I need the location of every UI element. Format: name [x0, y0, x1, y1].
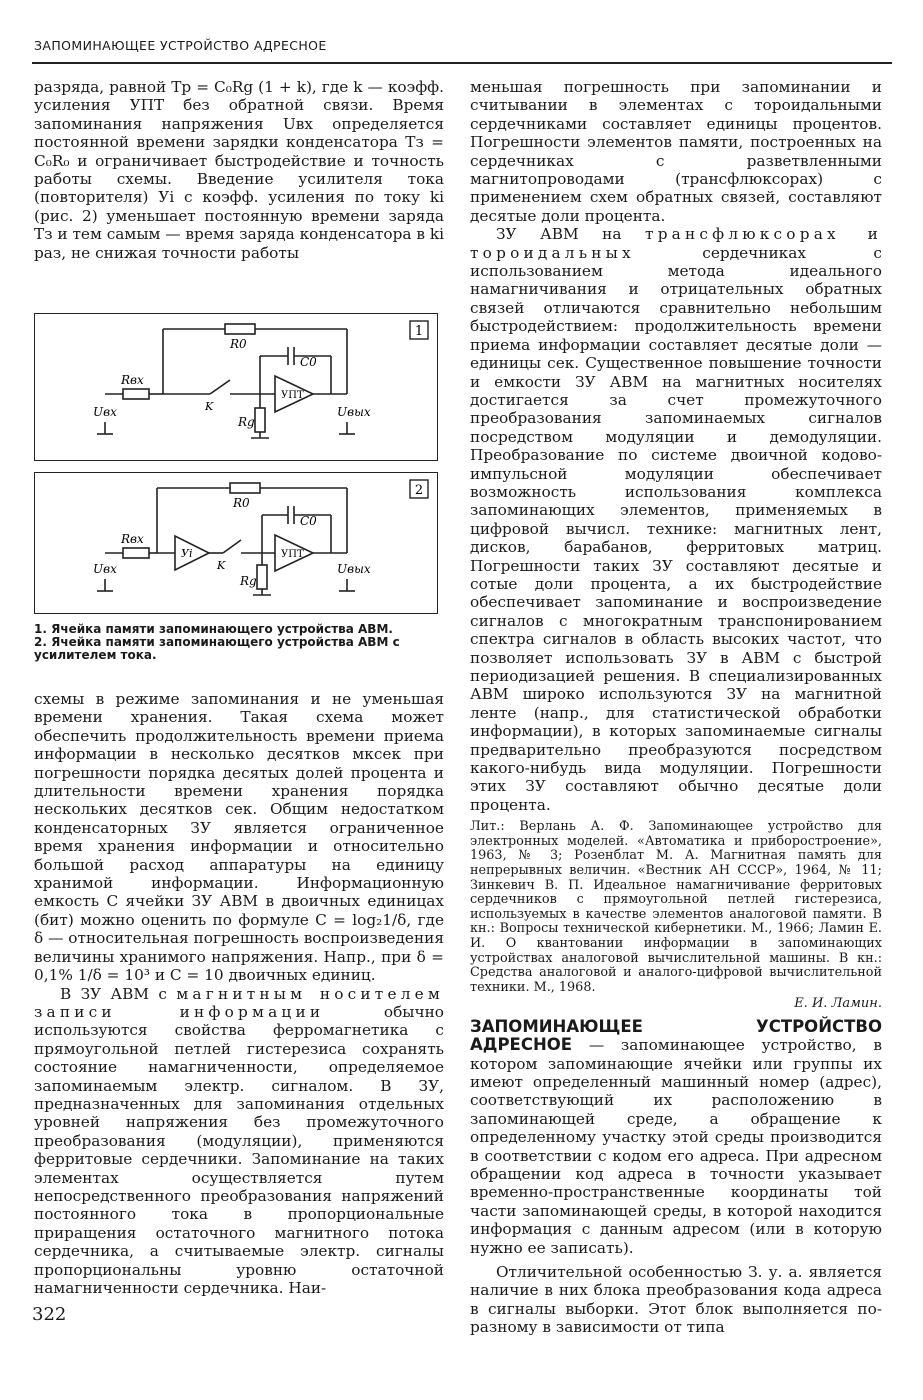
- label-uvyx: Uвых: [337, 562, 371, 576]
- left-column-bottom: [34, 690, 444, 1297]
- paragraph: [470, 225, 882, 814]
- inline-text: ЗУ АВМ на: [496, 225, 622, 244]
- paragraph: Отличительной особенностью З. у. а. является наличие в них блока преобразования кода адреса в сигналы выборки. Этот блок выполняется по-разному в зависимости от типа: [470, 1263, 882, 1337]
- inline-text: сердечниках с использованием метода идеального намагничивания и отрицательных обратных связей отличаются сравнительно небольшим быстродействием: продолжительность времени приема информации составляет десятые доли — единицы сек. Существенное повышение точности и емкости ЗУ АВМ на магнитных носителях достигается за счет промежуточного преобразования запоминаемых сигналов посредством модуляции и демодуляции. Преобразование по системе двоичной кодово-импульсной модуляции обеспечивает возможность использования комплекса запоминающих элементов, применяемых в цифровой вычисл. технике: магнитных лент, дисков, барабанов, ферритовых матриц. Погрешности таких ЗУ составляют десятые и сотые доли процента, а их быстродействие обеспечивает запоминание и воспроизведение сигналов с многократным транспонированием спектра сигналов в область высоких частот, что позволяет использовать ЗУ в АВМ с быстрой периодизацией решения. В специализированных АВМ широко используются ЗУ на магнитной ленте (напр., для статистической обработки информации), в которых запоминаемые сигналы предварительно преобразуются посредством какого-нибудь вида модуляции. Погрешности этих ЗУ составляют обычно десятые доли процента.: [470, 243, 882, 814]
- entry-title: ЗАПОМИНАЮЩЕЕ УСТРОЙСТВО АДРЕСНОЕ: [470, 1016, 882, 1055]
- inline-text: — запоминающее устройство, в котором запоминающие ячейки или группы их имеют определенный машинный номер (адрес), соответствующий их расположению в запоминающей среде, а обращение к определенному участку этой среды производится в соответствии с кодом его адреса. При адресном обращении код адреса в точности указывает временно-пространственные координаты той части запоминающей среды, в которой находится информация с данным адресом (или в которую нужно ее записать).: [470, 1036, 882, 1257]
- circuit-diagram-2: [35, 473, 437, 613]
- running-header: ЗАПОМИНАЮЩЕЕ УСТРОЙСТВО АДРЕСНОЕ: [34, 38, 327, 53]
- figure-1: [34, 313, 438, 461]
- label-uvx: Uвх: [93, 562, 117, 576]
- label-rvx: Rвх: [121, 373, 144, 387]
- paragraph: разряда, равной Tр = C₀Rg (1 + k), где k — коэфф. усиления УПТ без обратной связи. Время запоминания напряжения Uвх определяется постоянной времени зарядки конденсатора Tз = C₀R₀ и ограничивает быстродействие и точность работы схемы. Введение усилителя тока (повторителя) Уi с коэфф. усиления по току ki (рис. 2) уменьшает постоянную времени заряда Tз и тем самым — время заряда конденсатора в ki раз, не снижая точности работы: [34, 78, 444, 262]
- label-c0: C0: [300, 514, 317, 528]
- label-rg: Rg: [238, 415, 255, 429]
- label-r0: R0: [233, 496, 250, 510]
- right-column: [470, 78, 882, 1337]
- label-amp: УПТ: [281, 549, 304, 560]
- header-rule: [32, 62, 892, 64]
- author-signature: Е. И. Ламин.: [794, 996, 882, 1012]
- caption-2: 2. Ячейка памяти запоминающего устройства АВМ с усилителем тока.: [34, 635, 400, 662]
- left-column-top: [34, 78, 444, 262]
- label-yi: Уi: [181, 547, 193, 560]
- label-c0: C0: [300, 355, 317, 369]
- inline-text: обычно используются свойства ферромагнетика с прямоугольной петлей гистерезиса сохранять состояние намагниченности, определяемое запоминаемым электр. сигналом. В ЗУ, предназначенных для запоминания отдельных уровней напряжения без промежуточного преобразования (модуляции), применяются ферритовые сердечники. Запоминание на таких элементах осуществляется путем непосредственного преобразования напряжений постоянного тока в пропорциональные приращения остаточного магнитного потока сердечника, а считываемые электр. сигналы пропорциональны уровню остаточной намагниченности сердечника. Наи-: [34, 1002, 444, 1297]
- bibliography: Лит.: Верлань А. Ф. Запоминающее устройство для электронных моделей. «Автоматика и приборостроение», 1963, № 3; Розенблат М. А. Магнитная память для непрерывных величин. «Вестник АН СССР», 1964, № 11; Зинкевич В. П. Идеальное намагничивание ферритовых сердечников с прямоугольной петлей гистерезиса, используемых в качестве элементов аналоговой памяти. В кн.: Вопросы технической кибернетики. М., 1966; Ламин Е. И. О квантовании информации в запоминающих устройствах аналоговой вычислительной машины. В кн.: Средства аналоговой и аналого-цифровой вычислительной техники. М., 1968.: [470, 819, 882, 995]
- circuit-diagram-1: [35, 314, 437, 460]
- label-uvx: Uвх: [93, 405, 117, 419]
- label-rvx: Rвх: [121, 532, 144, 546]
- caption-1: 1. Ячейка памяти запоминающего устройства АВМ.: [34, 622, 393, 636]
- paragraph: схемы в режиме запоминания и не уменьшая времени хранения. Такая схема может обеспечить продолжительность времени приема информации в несколько десятков мксек при погрешности порядка десятых долей процента и длительности времени хранения порядка нескольких десятков сек. Общим недостатком конденсаторных ЗУ является ограниченное время хранения информации и относительно большой расход аппаратуры на единицу хранимой информации. Информационную емкость C ячейки ЗУ АВМ в двоичных единицах (бит) можно оценить по формуле C = log₂1/δ, где δ — относительная погрешность воспроизведения величины хранимого напряжения. Напр., при δ = 0,1% 1/δ = 10³ и C = 10 двоичных единиц.: [34, 690, 444, 985]
- label-key: K: [205, 400, 214, 413]
- paragraph: меньшая погрешность при запоминании и считывании в элементах с тороидальными сердечниками составляет единицы процентов. Погрешности элементов памяти, построенных на сердечниках с разветвленными магнитопроводами (трансфлюксорах) с применением схем обратных связей, составляют десятые доли процента.: [470, 78, 882, 225]
- label-key: K: [217, 559, 226, 572]
- page-number: 322: [32, 1304, 67, 1325]
- entry-paragraph: [470, 1018, 882, 1257]
- figure-1-number: 1: [414, 324, 424, 339]
- label-uvyx: Uвых: [337, 405, 371, 419]
- label-r0: R0: [230, 337, 247, 351]
- label-rg: Rg: [240, 574, 257, 588]
- label-amp: УПТ: [281, 390, 304, 401]
- spaced-term: трансфлюксорах и тороидальных: [470, 225, 882, 262]
- figure-caption: [34, 623, 444, 662]
- figure-2-number: 2: [414, 483, 424, 498]
- paragraph: [34, 985, 444, 1298]
- figure-2: [34, 472, 438, 614]
- spaced-term: магнитным носителем записи информации: [34, 984, 444, 1021]
- inline-text: В ЗУ АВМ с: [60, 984, 167, 1003]
